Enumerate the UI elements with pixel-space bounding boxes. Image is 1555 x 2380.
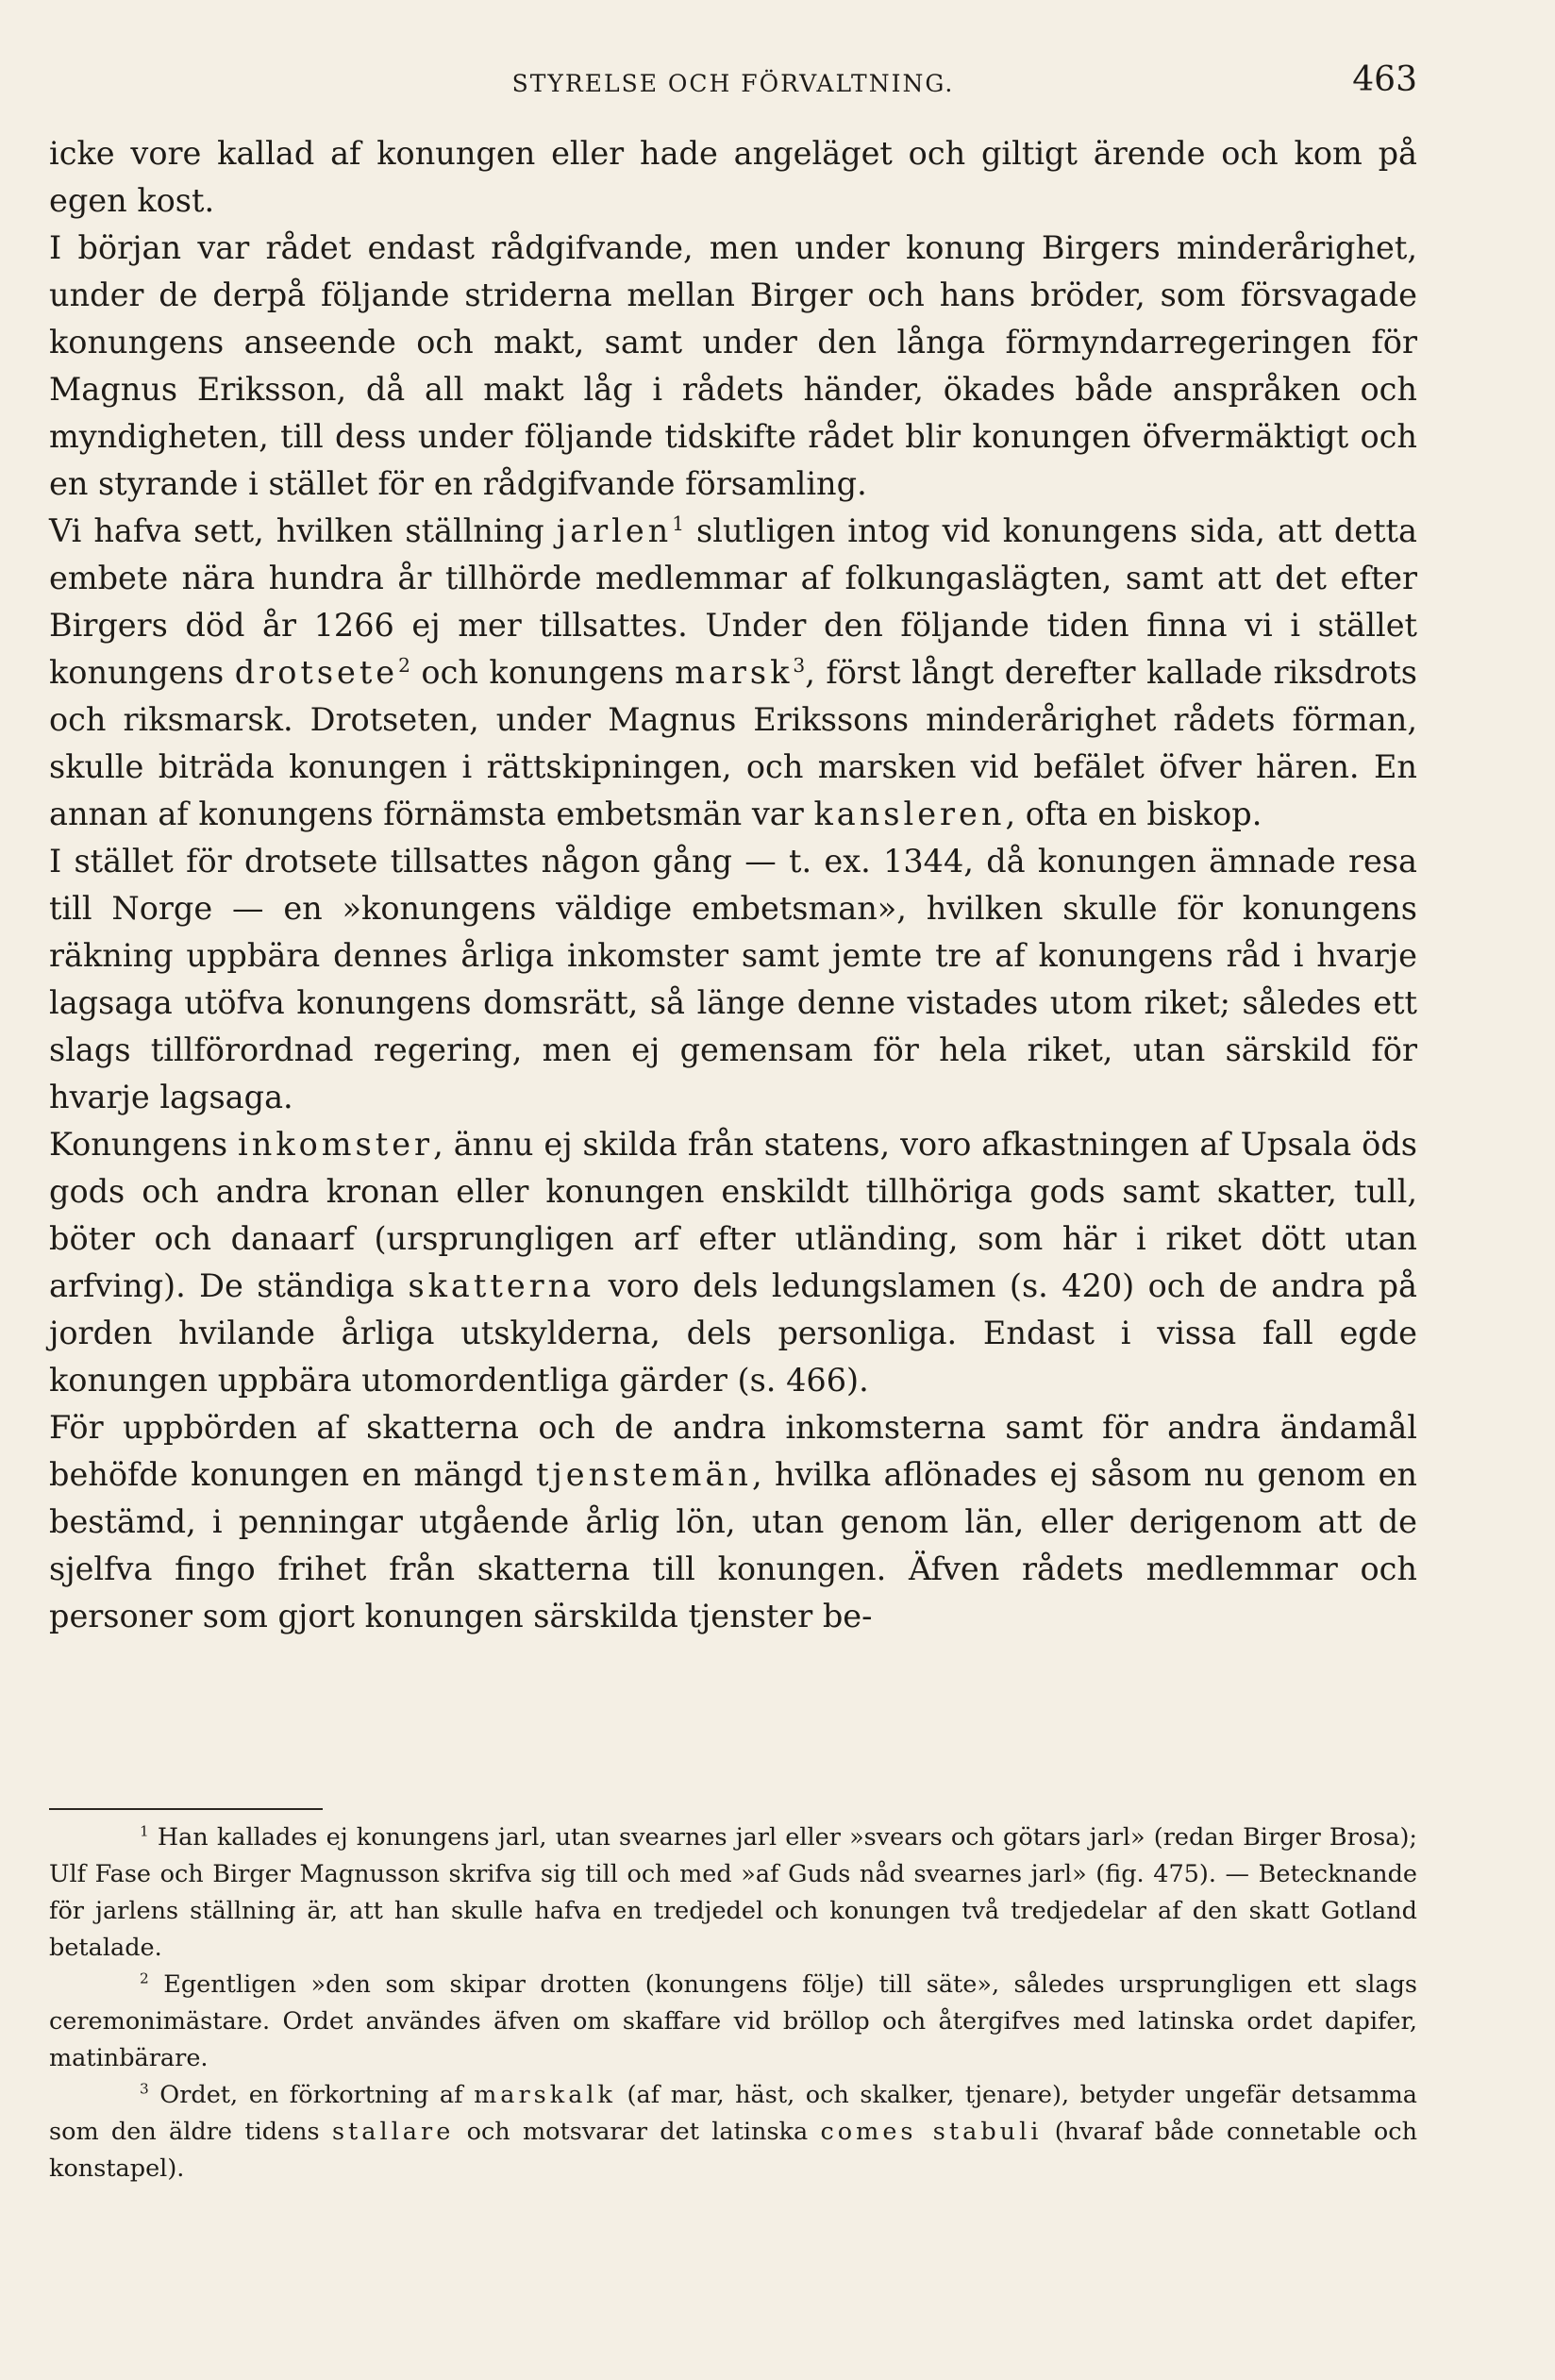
paragraph-4 [49,838,1417,1121]
emphasis-tjenstemän: tjenstemän [535,1456,752,1493]
page-header [49,57,1417,104]
paragraph-3-text: , först långt derefter kallade riksdrots och riksmarsk. Drotseten, under Magnus Erikssons minderårighet rådets förman, skulle biträda konungen i rättskipningen, och marsken vid befälet öfver hären. En annan af konungens förnämsta embetsmän var [49,654,1417,832]
emphasis-skatterna: skatterna [408,1267,595,1304]
footnote-3-text: och motsvarar det latinska [454,2118,821,2146]
footnotes [49,1819,1417,2187]
running-head: STYRELSE OCH FÖRVALTNING. [511,70,955,97]
paragraph-3 [49,508,1417,838]
paragraph-5 [49,1121,1417,1404]
emphasis-comes-stabuli: comes stabuli [820,2118,1043,2146]
footnote-ref-3[interactable]: 3 [793,653,806,677]
paragraph-2-text: I början var rådet endast rådgifvande, men under konung Birgers minderårighet, under de derpå följande striderna mellan Birger och hans bröder, som försvagade konungens anseende och makt, samt under den långa förmyndarregeringen för Magnus Eriksson, då all makt låg i rådets händer, ökades både anspråken och myndigheten, till dess under följande tidskifte rådet blir konungen öfvermäktigt och en styrande i stället för en rådgifvande församling. [49,229,1417,502]
footnote-1 [49,1819,1417,1967]
footnote-3 [49,2077,1417,2187]
paragraph-4-text: I stället för drotsete tillsattes någon gång — t. ex. 1344, då konungen ämnade resa till Norge — en »konungens väldige embetsman», hvilken skulle för konungens räkning uppbära dennes årliga inkomster samt jemte tre af konungens råd i hvarje lagsaga utöfva konungens domsrätt, så länge denne vistades utom riket; således ett slags tillförordnad regering, men ej gemensam för hela riket, utan särskild för hvarje lagsaga. [49,843,1417,1115]
footnote-3-text: Ordet, en förkortning af [148,2081,475,2109]
paragraph-5-text: Konungens [49,1126,239,1163]
paragraph-3-text: Vi hafva sett, hvilken ställning [49,512,557,549]
paragraph-3-text: och konungens [410,654,676,691]
emphasis-marskalk: marskalk [474,2081,616,2109]
emphasis-jarlen: jarlen [556,512,673,549]
paragraph-5-text: voro dels ledungslamen (s. 420) och de andra på jorden hvilande årliga utskylderna, dels personliga. Endast i vissa fall egde konungen uppbära utomordentliga gärder (s. 466). [49,1267,1417,1399]
footnote-2 [49,1967,1417,2077]
footnote-number-2: 2 [140,1969,149,1987]
footnote-3-text: (hvaraf både connetable och konstapel). [49,2118,1417,2183]
footnote-ref-2[interactable]: 2 [398,653,410,677]
emphasis-marsk: marsk [675,654,794,691]
footnote-divider [49,1808,323,1810]
paragraph-5-text: , ännu ej skilda från statens, voro afkastningen af Upsala öds gods och andra kronan eller konungen enskildt tillhöriga gods samt skatter, tull, böter och danaarf (ursprungligen arf efter utländing, som här i riket dött utan arfving). De ständiga [49,1126,1417,1304]
paragraph-6-text: , hvilka aflönades ej såsom nu genom en bestämd, i penningar utgående årlig lön, utan genom län, eller derigenom att de sjelfva fingo frihet från skatterna till konungen. Äfven rådets medlemmar och personer som gjort konungen särskilda tjenster be- [49,1456,1417,1634]
footnote-number-3: 3 [140,2080,149,2098]
page-number: 463 [1352,60,1417,99]
paragraph-2 [49,225,1417,508]
paragraph-1-text: icke vore kallad af konungen eller hade angeläget och giltigt ärende och kom på egen kost. [49,135,1417,219]
emphasis-inkomster: inkomster [238,1126,434,1163]
paragraph-3-text: , ofta en biskop. [1005,796,1262,832]
paragraph-3-text: slutligen intog vid konungens sida, att detta embete nära hundra år tillhörde medlemmar af folkungaslägten, samt att det efter Birgers död år 1266 ej mer tillsattes. Under den följande tiden finna vi i stället konungens [49,512,1417,691]
emphasis-drotsete: drotsete [234,654,399,691]
footnote-3-text: (af mar, häst, och skalker, tjenare), betyder ungefär detsamma som den äldre tidens [49,2081,1417,2146]
emphasis-kansleren: kansleren [813,796,1006,832]
footnote-1-text: Han kallades ej konungens jarl, utan svearnes jarl eller »svears och götars jarl» (redan Birger Brosa); Ulf Fase och Birger Magnusson skrifva sig till och med »af Guds nåd svearnes jarl» (fig. 475). — Betecknande för jarlens ställning är, att han skulle hafva en tredjedel och konungen två tredjedelar af den skatt Gotland betalade. [49,1823,1417,1962]
paragraph-1 [49,130,1417,225]
footnote-number-1: 1 [140,1822,149,1840]
emphasis-stallare: stallare [331,2118,455,2146]
paragraph-6 [49,1404,1417,1640]
footnote-ref-1[interactable]: 1 [672,511,685,535]
footnote-2-text: Egentligen »den som skipar drotten (konungens följe) till säte», således ursprungligen ett slags ceremonimästare. Ordet användes äfven om skaffare vid bröllop och återgifves med latinska ordet dapifer, matinbärare. [49,1970,1417,2072]
paragraph-6-text: För uppbörden af skatterna och de andra inkomsterna samt för andra ändamål behöfde konungen en mängd [49,1409,1417,1493]
body-text [49,130,1417,1640]
